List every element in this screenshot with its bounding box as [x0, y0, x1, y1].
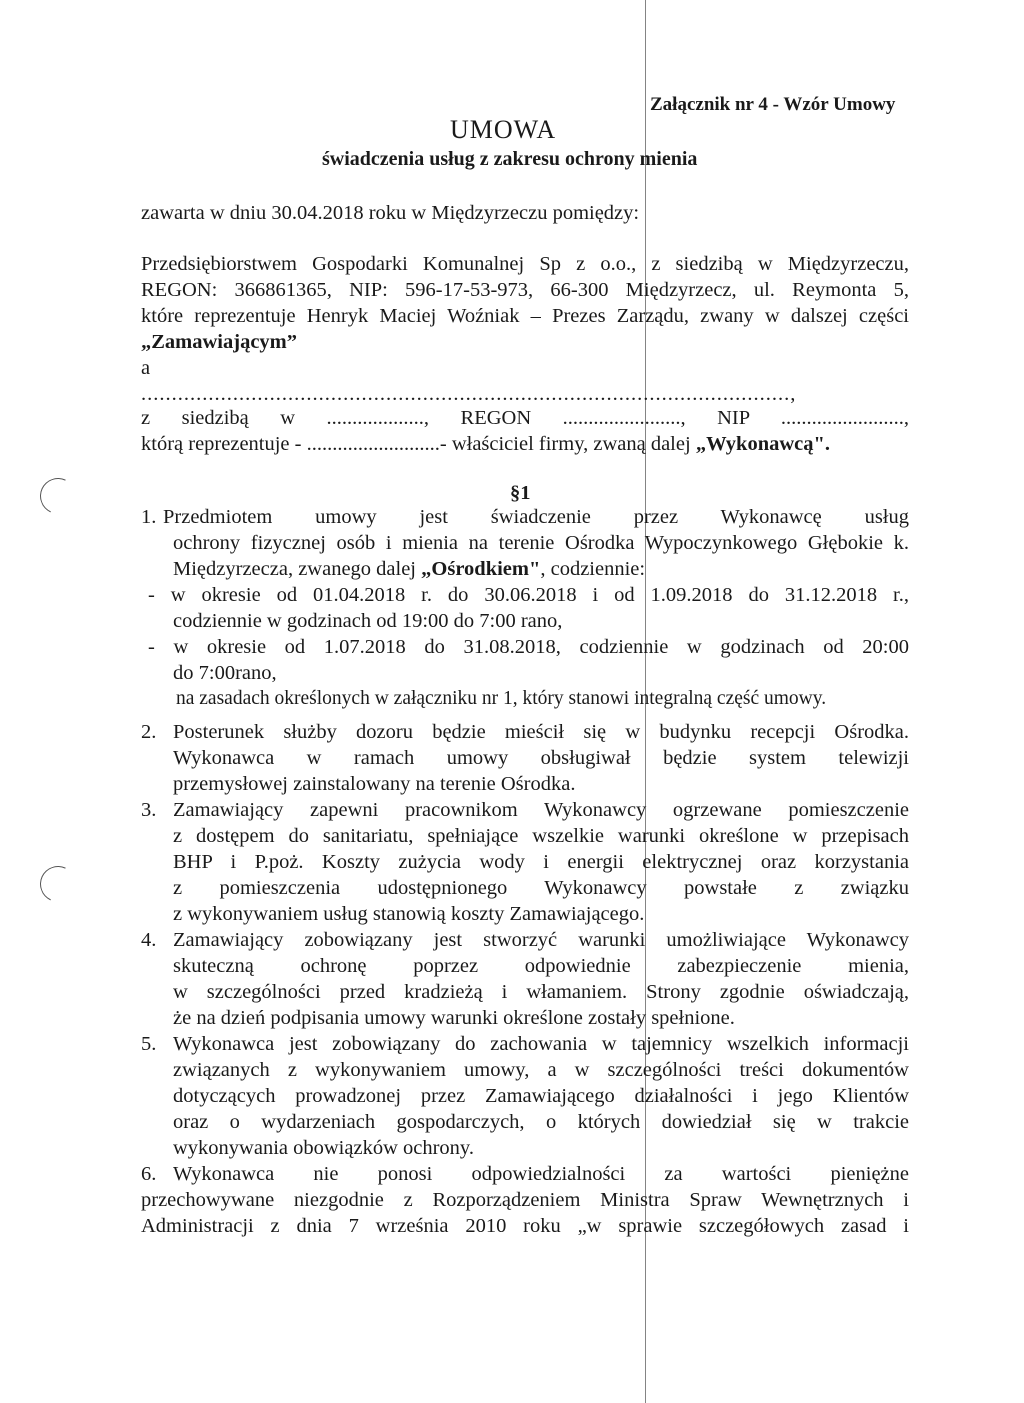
paragraph-number: 2.	[141, 721, 157, 743]
paragraph-line: oraz o wydarzeniach gospodarczych, o których dowiedział się w trakcie	[173, 1111, 909, 1133]
center-alias: „Ośrodkiem"	[421, 558, 541, 580]
paragraph-line: Wykonawca w ramach umowy obsługiwał będzie system telewizji	[173, 747, 909, 769]
party2-rep-text: którą reprezentuje - ..........................- właściciel firmy, zwaną dalej	[141, 433, 696, 455]
paragraph-line: codziennie w godzinach od 19:00 do 7:00 rano,	[173, 610, 563, 632]
party1-line: REGON: 366861365, NIP: 596-17-53-973, 66-300 Międzyrzecz, ul. Reymonta 5,	[141, 279, 909, 301]
party1-line: Przedsiębiorstwem Gospodarki Komunalnej Sp z o.o., z siedzibą w Międzyrzeczu,	[141, 253, 909, 275]
paragraph-line: - w okresie od 01.04.2018 r. do 30.06.2018 i od 1.09.2018 do 31.12.2018 r.,	[148, 584, 909, 606]
conjunction: a	[141, 357, 151, 379]
paragraph-line: Wykonawca jest zobowiązany do zachowania w tajemnicy wszelkich informacji	[173, 1033, 909, 1055]
paragraph-line: na zasadach określonych w załączniku nr 1, który stanowi integralną część umowy.	[176, 688, 827, 709]
paragraph-line: wykonywania obowiązków ochrony.	[173, 1137, 474, 1159]
paragraph-line: przechowywane niezgodnie z Rozporządzeniem Ministra Spraw Wewnętrznych i	[141, 1189, 909, 1211]
party2-alias: „Wykonawcą".	[695, 433, 831, 455]
paragraph-number: 1.	[141, 506, 157, 528]
paragraph-line: związanych z wykonywaniem umowy, a w szczególności treści dokumentów	[173, 1059, 909, 1081]
punch-hole-mark	[35, 861, 81, 907]
punch-hole-mark	[35, 473, 81, 519]
paragraph-line: Wykonawca nie ponosi odpowiedzialności za wartości pieniężne	[173, 1163, 909, 1185]
paragraph-line: - w okresie od 1.07.2018 do 31.08.2018, codziennie w godzinach od 20:00	[148, 636, 909, 658]
paragraph-line: Przedmiotem umowy jest świadczenie przez Wykonawcę usług	[163, 506, 909, 528]
paragraph-text: Międzyrzecza, zwanego dalej	[173, 558, 422, 580]
paragraph-line: do 7:00rano,	[173, 662, 277, 684]
paragraph-text: , codziennie:	[540, 558, 646, 580]
paragraph-line: z wykonywaniem usług stanowią koszty Zamawiającego.	[173, 903, 645, 925]
paragraph-line: Zamawiający zapewni pracownikom Wykonawcy ogrzewane pomieszczenie	[173, 799, 909, 821]
party1-alias: „Zamawiającym”	[141, 331, 298, 353]
document-subtitle: świadczenia usług z zakresu ochrony mienia	[322, 148, 698, 170]
paragraph-line: dotyczących prowadzonej przez Zamawiającego działalności i jego Klientów	[173, 1085, 909, 1107]
paragraph-line: z dostępem do sanitariatu, spełniające wszelkie warunki określone w przepisach	[173, 825, 909, 847]
paragraph-number: 6.	[141, 1163, 157, 1185]
party2-seat-line: z siedzibą w ..................., REGON ......................., NIP ........................,	[141, 407, 909, 429]
paragraph-number: 4.	[141, 929, 157, 951]
party2-blank-line: ..........................................................................................................,	[141, 383, 797, 405]
party1-line: które reprezentuje Henryk Maciej Woźniak – Prezes Zarządu, zwany w dalszej części	[141, 305, 909, 327]
paragraph-line: w szczególności przed kradzieżą i włamaniem. Strony zgodnie oświadczają,	[173, 981, 909, 1003]
paragraph-line: że na dzień podpisania umowy warunki określone zostały spełnione.	[173, 1007, 735, 1029]
paragraph-line: skuteczną ochronę poprzez odpowiednie zabezpieczenie mienia,	[173, 955, 909, 977]
document-title: UMOWA	[450, 115, 557, 144]
paragraph-line: przemysłowej zainstalowany na terenie Ośrodka.	[173, 773, 576, 795]
paragraph-line: z pomieszczenia udostępnionego Wykonawcy powstałe z związku	[173, 877, 909, 899]
paragraph-line: Administracji z dnia 7 września 2010 roku „w sprawie szczegółowych zasad i	[141, 1215, 909, 1237]
paragraph-line: Zamawiający zobowiązany jest stworzyć warunki umożliwiające Wykonawcy	[173, 929, 909, 951]
paragraph-line	[173, 556, 645, 582]
paragraph-number: 5.	[141, 1033, 157, 1055]
paragraph-line: Posterunek służby dozoru będzie mieścił się w budynku recepcji Ośrodka.	[173, 721, 909, 743]
concluded-line: zawarta w dniu 30.04.2018 roku w Międzyrzeczu pomiędzy:	[141, 202, 640, 224]
paragraph-line: ochrony fizycznej osób i mienia na terenie Ośrodka Wypoczynkowego Głębokie k.	[173, 532, 909, 554]
paragraph-number: 3.	[141, 799, 157, 821]
section-heading: §1	[510, 482, 531, 504]
attachment-label: Załącznik nr 4 - Wzór Umowy	[650, 94, 896, 115]
party2-rep-line	[141, 431, 830, 457]
paragraph-line: BHP i P.poż. Koszty zużycia wody i energii elektrycznej oraz korzystania	[173, 851, 909, 873]
